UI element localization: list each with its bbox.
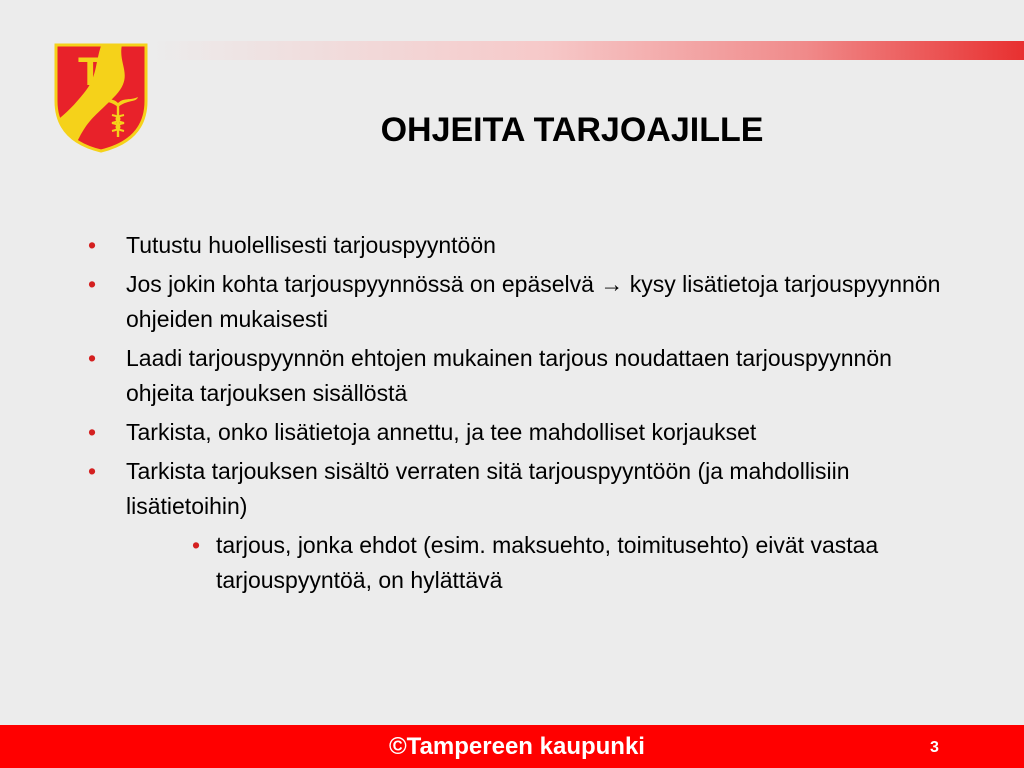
slide-title: OHJEITA TARJOAJILLE [380, 111, 764, 149]
bullet-item [80, 415, 960, 450]
arrow-right-icon: → [600, 271, 624, 297]
top-decorative-stripe [150, 41, 1024, 60]
bullet-list [80, 228, 960, 602]
bullet-item [80, 454, 960, 524]
bullet-text: kysy lisätietoja tarjouspyynnön ohjeiden mukaisesti [126, 271, 941, 332]
footer-copyright: ©Tampereen kaupunki [389, 733, 645, 760]
bullet-item [80, 228, 960, 263]
sub-bullet-text: tarjous, jonka ehdot (esim. maksuehto, toimitusehto) eivät vastaa tarjouspyyntöä, on hylättävä [216, 532, 879, 593]
bullet-item [80, 341, 960, 411]
bullet-text: Laadi tarjouspyynnön ehtojen mukainen tarjous noudattaen tarjouspyynnön ohjeita tarjouksen sisällöstä [126, 345, 892, 406]
bullet-text: Tarkista tarjouksen sisältö verraten sitä tarjouspyyntöön (ja mahdollisiin lisätietoihin) [126, 458, 850, 519]
page-number: 3 [930, 739, 939, 756]
bullet-text: Tutustu huolellisesti tarjouspyyntöön [126, 232, 496, 258]
bullet-item [80, 267, 960, 337]
footer-bar [0, 725, 1024, 768]
sub-bullet-item [80, 528, 960, 598]
bullet-text: Tarkista, onko lisätietoja annettu, ja tee mahdolliset korjaukset [126, 419, 757, 445]
coat-letter: T [78, 50, 103, 94]
bullet-text: Jos jokin kohta tarjouspyynnössä on epäselvä [126, 271, 601, 297]
